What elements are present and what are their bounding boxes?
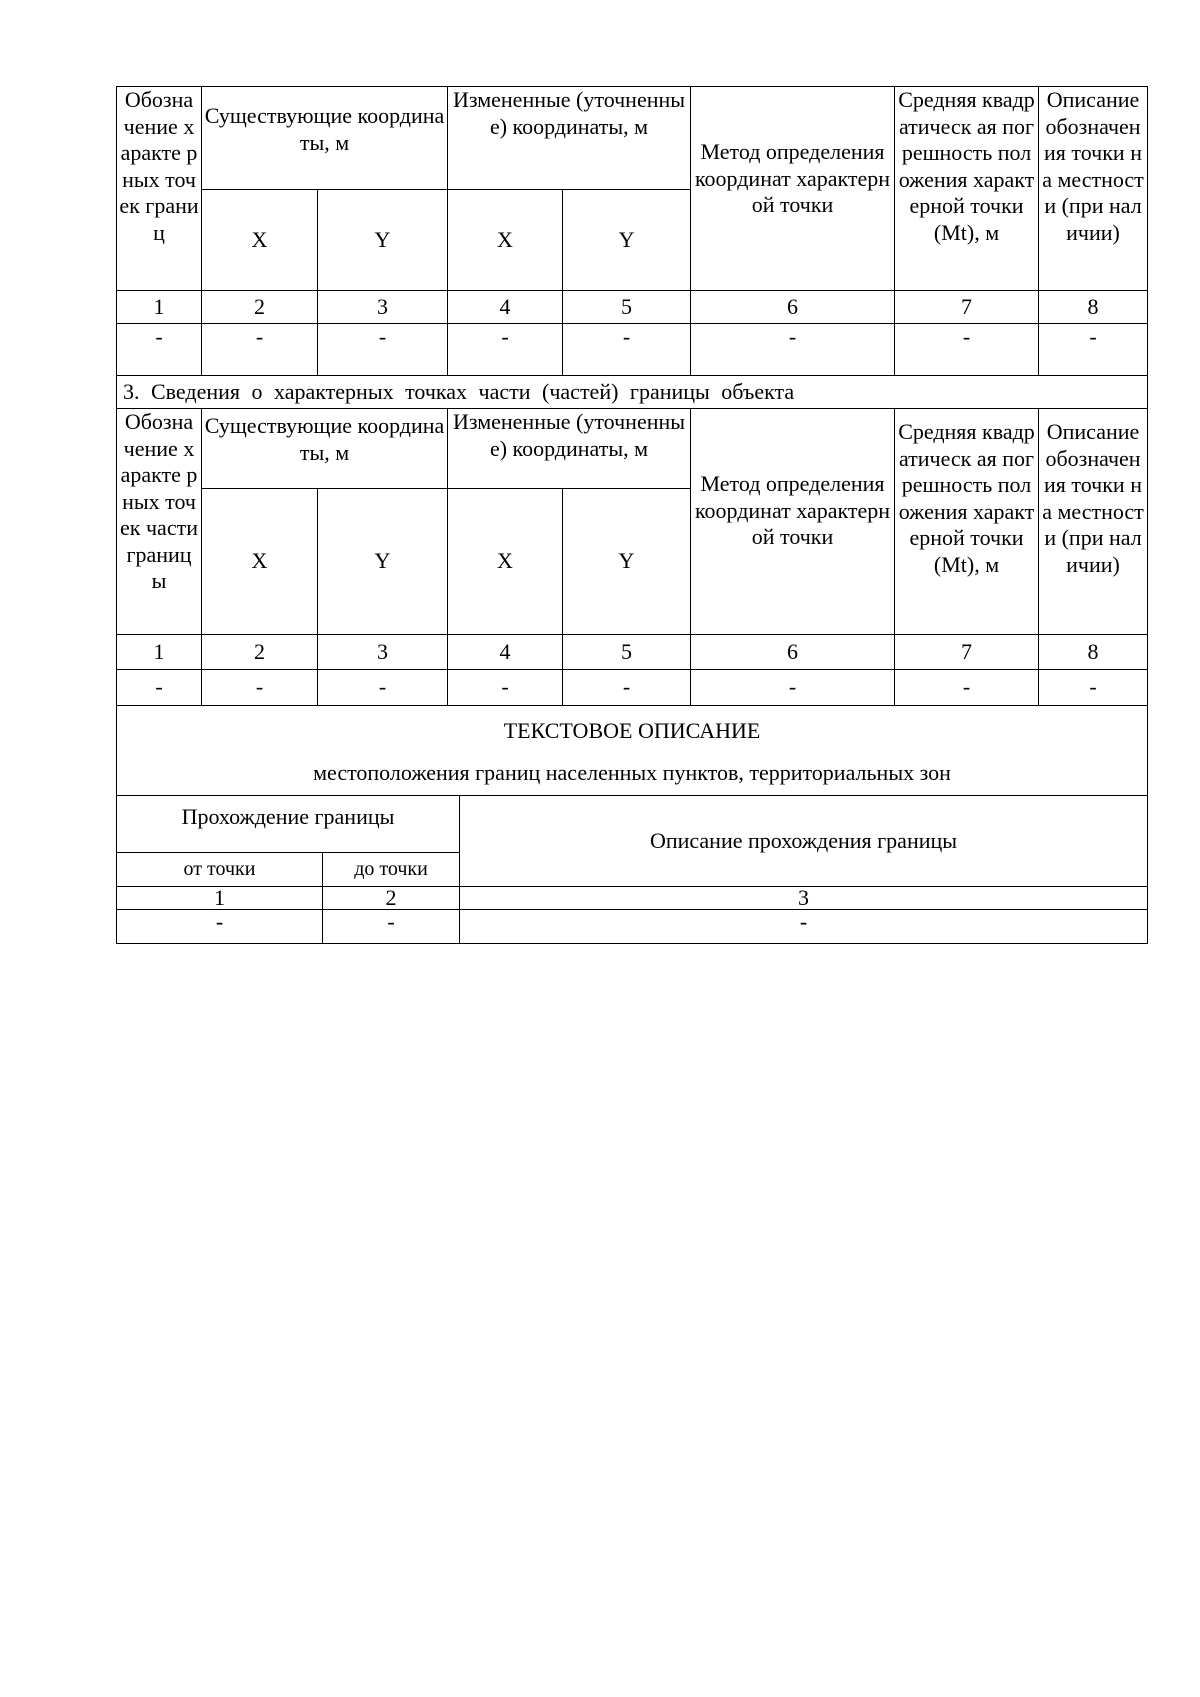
table-cell: - [691,670,895,706]
header-existing-coords: Существующие координаты, м [202,409,448,489]
table-cell: - [202,670,318,706]
column-number: 7 [895,291,1039,324]
header-designation: Обозна чение характе рных точек части границ ы [117,409,202,635]
header-changed-y: Y [563,190,691,291]
header-changed-y: Y [563,489,691,635]
header-changed-coords: Измененные (уточненные) координаты, м [448,87,691,190]
header-changed-x: X [448,489,563,635]
column-number: 8 [1039,291,1148,324]
table-cell: - [563,670,691,706]
header-changed-x: X [448,190,563,291]
header-from-point: от точки [117,853,323,887]
section3-table [116,375,1148,706]
table-cell: - [323,910,460,944]
table-cell: - [563,324,691,376]
table-cell: - [460,910,1148,944]
text-description-heading [117,706,1148,796]
table-cell: - [318,324,448,376]
header-existing-y: Y [318,190,448,291]
column-number: 2 [202,291,318,324]
table-cell: - [117,910,323,944]
text-description-subtitle: местоположения границ населенных пунктов, территориальных зон [313,760,951,785]
column-number: 6 [691,291,895,324]
column-number: 5 [563,291,691,324]
column-number: 1 [117,635,202,670]
text-description-table [116,705,1148,944]
column-number: 2 [202,635,318,670]
header-passage-description: Описание прохождения границы [460,796,1148,887]
column-number: 6 [691,635,895,670]
column-number: 8 [1039,635,1148,670]
column-number: 2 [323,887,460,910]
table-cell: - [117,670,202,706]
header-designation: Обозна чение характе рных точек границ [117,87,202,291]
text-description-title: ТЕКСТОВОЕ ОПИСАНИЕ [503,718,761,743]
column-number: 5 [563,635,691,670]
column-number: 4 [448,635,563,670]
table-cell: - [318,670,448,706]
header-changed-coords: Измененные (уточненные) координаты, м [448,409,691,489]
table-cell: - [202,324,318,376]
header-existing-x: X [202,190,318,291]
column-number: 7 [895,635,1039,670]
header-mean-error: Средняя квадратическ ая погрешность положения характерной точки (Mt), м [895,87,1039,291]
table-cell: - [1039,324,1148,376]
header-border-passage: Прохождение границы [117,796,460,853]
table-cell: - [117,324,202,376]
header-to-point: до точки [323,853,460,887]
column-number: 4 [448,291,563,324]
header-existing-y: Y [318,489,448,635]
header-existing-coords: Существующие координаты, м [202,87,448,190]
table-cell: - [895,324,1039,376]
table-cell: - [691,324,895,376]
section3-title: 3. Сведения о характерных точках части (частей) границы объекта [117,376,1148,409]
column-number: 1 [117,291,202,324]
column-number: 3 [460,887,1148,910]
table-cell: - [895,670,1039,706]
coordinates-table [116,86,1148,376]
table-cell: - [448,670,563,706]
column-number: 1 [117,887,323,910]
column-number: 3 [318,291,448,324]
header-point-description: Описание обозначен ия точки на местности (при наличии) [1039,409,1148,635]
header-method: Метод определения координат характерной точки [691,87,895,291]
header-mean-error: Средняя квадратическ ая погрешность положения характерной точки (Mt), м [895,409,1039,635]
header-method: Метод определения координат характерной точки [691,409,895,635]
header-point-description: Описание обозначен ия точки на местности (при наличии) [1039,87,1148,291]
table-cell: - [448,324,563,376]
table-cell: - [1039,670,1148,706]
column-number: 3 [318,635,448,670]
header-existing-x: X [202,489,318,635]
